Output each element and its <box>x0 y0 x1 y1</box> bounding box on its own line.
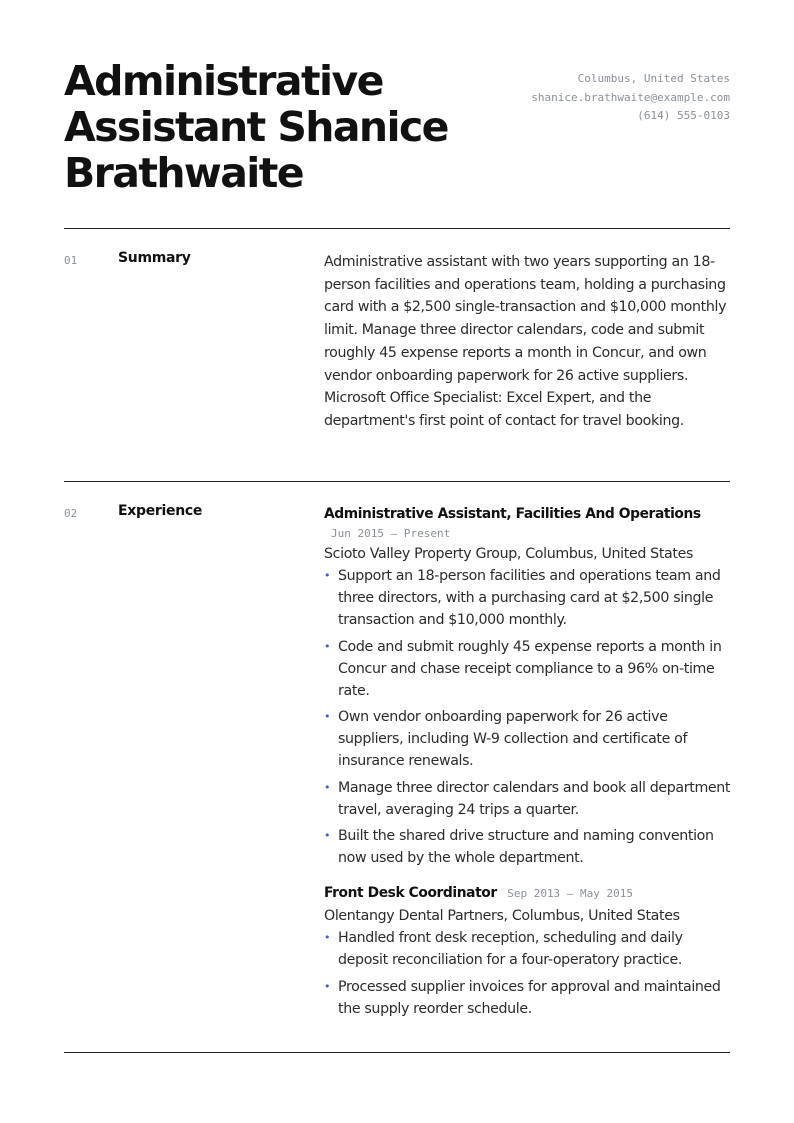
job-title: Front Desk Coordinator <box>324 885 497 901</box>
bullet-text: Own vendor onboarding paperwork for 26 active suppliers, including W-9 collection and certificate of insurance renewals. <box>338 709 688 769</box>
page-title: Administrative Assistant Shanice Brathwaite <box>64 57 448 197</box>
section-title-summary: Summary <box>118 250 191 266</box>
job-dates: Sep 2013 — May 2015 <box>507 887 634 900</box>
job-header <box>324 883 734 904</box>
summary-text: Administrative assistant with two years supporting an 18-person facilities and operations team, holding a purchasing card with a $2,500 single-transaction and $10,000 monthly limit. Manage three director calendars, code and submit roughly 45 expense reports a month in Concur, and own vendor onboarding paperwork for 26 active suppliers. Microsoft Office Specialist: Excel Expert, and the department's first point of contact for travel booking. <box>324 254 727 429</box>
job-bullets <box>324 927 734 1020</box>
bullet-icon: • <box>324 780 331 794</box>
list-item <box>324 636 734 702</box>
section-title-experience: Experience <box>118 503 203 519</box>
list-item <box>324 706 734 772</box>
contact-block <box>531 70 730 126</box>
contact-location: Columbus, United States <box>577 72 730 85</box>
bullet-text: Handled front desk reception, scheduling and daily deposit reconciliation for a four-operatory practice. <box>338 930 683 968</box>
bullet-icon: • <box>324 569 331 582</box>
bullet-text: Manage three director calendars and book all department travel, averaging 24 trips a quarter. <box>338 779 731 818</box>
bullet-icon: • <box>324 931 331 944</box>
bullet-text: Built the shared drive structure and naming convention now used by the whole department. <box>338 828 714 866</box>
job-dates: Jun 2015 — Present <box>331 527 451 540</box>
section-number-summary: 01 <box>64 254 78 267</box>
job-company: Olentangy Dental Partners, Columbus, United States <box>324 908 680 924</box>
section-number-experience: 02 <box>64 507 78 520</box>
list-item <box>324 927 734 971</box>
bullet-icon: • <box>324 829 331 842</box>
job-entry <box>324 504 734 869</box>
list-item <box>324 825 734 869</box>
job-header <box>324 504 734 542</box>
job-bullets <box>324 565 734 869</box>
bullet-icon: • <box>324 979 331 993</box>
bullet-icon: • <box>324 639 331 653</box>
list-item <box>324 565 734 631</box>
bullet-text: Processed supplier invoices for approval and maintained the supply reorder schedule. <box>338 978 721 1017</box>
experience-body <box>324 504 734 1024</box>
bullet-icon: • <box>324 710 331 723</box>
job-entry <box>324 883 734 1020</box>
list-item <box>324 976 734 1020</box>
divider <box>64 1052 730 1053</box>
bullet-text: Support an 18-person facilities and operations team and three directors, with a purchasing card at $2,500 single transaction and $10,000 monthly. <box>338 568 721 628</box>
contact-phone[interactable]: (614) 555-0103 <box>637 109 730 122</box>
contact-email[interactable]: shanice.brathwaite@example.com <box>531 90 730 104</box>
summary-body <box>324 251 734 433</box>
job-company: Scioto Valley Property Group, Columbus, United States <box>324 546 694 562</box>
bullet-text: Code and submit roughly 45 expense reports a month in Concur and chase receipt compliance to a 96% on-time rate. <box>338 638 722 699</box>
list-item <box>324 777 734 821</box>
job-title: Administrative Assistant, Facilities And Operations <box>324 506 701 522</box>
divider <box>64 228 730 229</box>
divider <box>64 481 730 482</box>
